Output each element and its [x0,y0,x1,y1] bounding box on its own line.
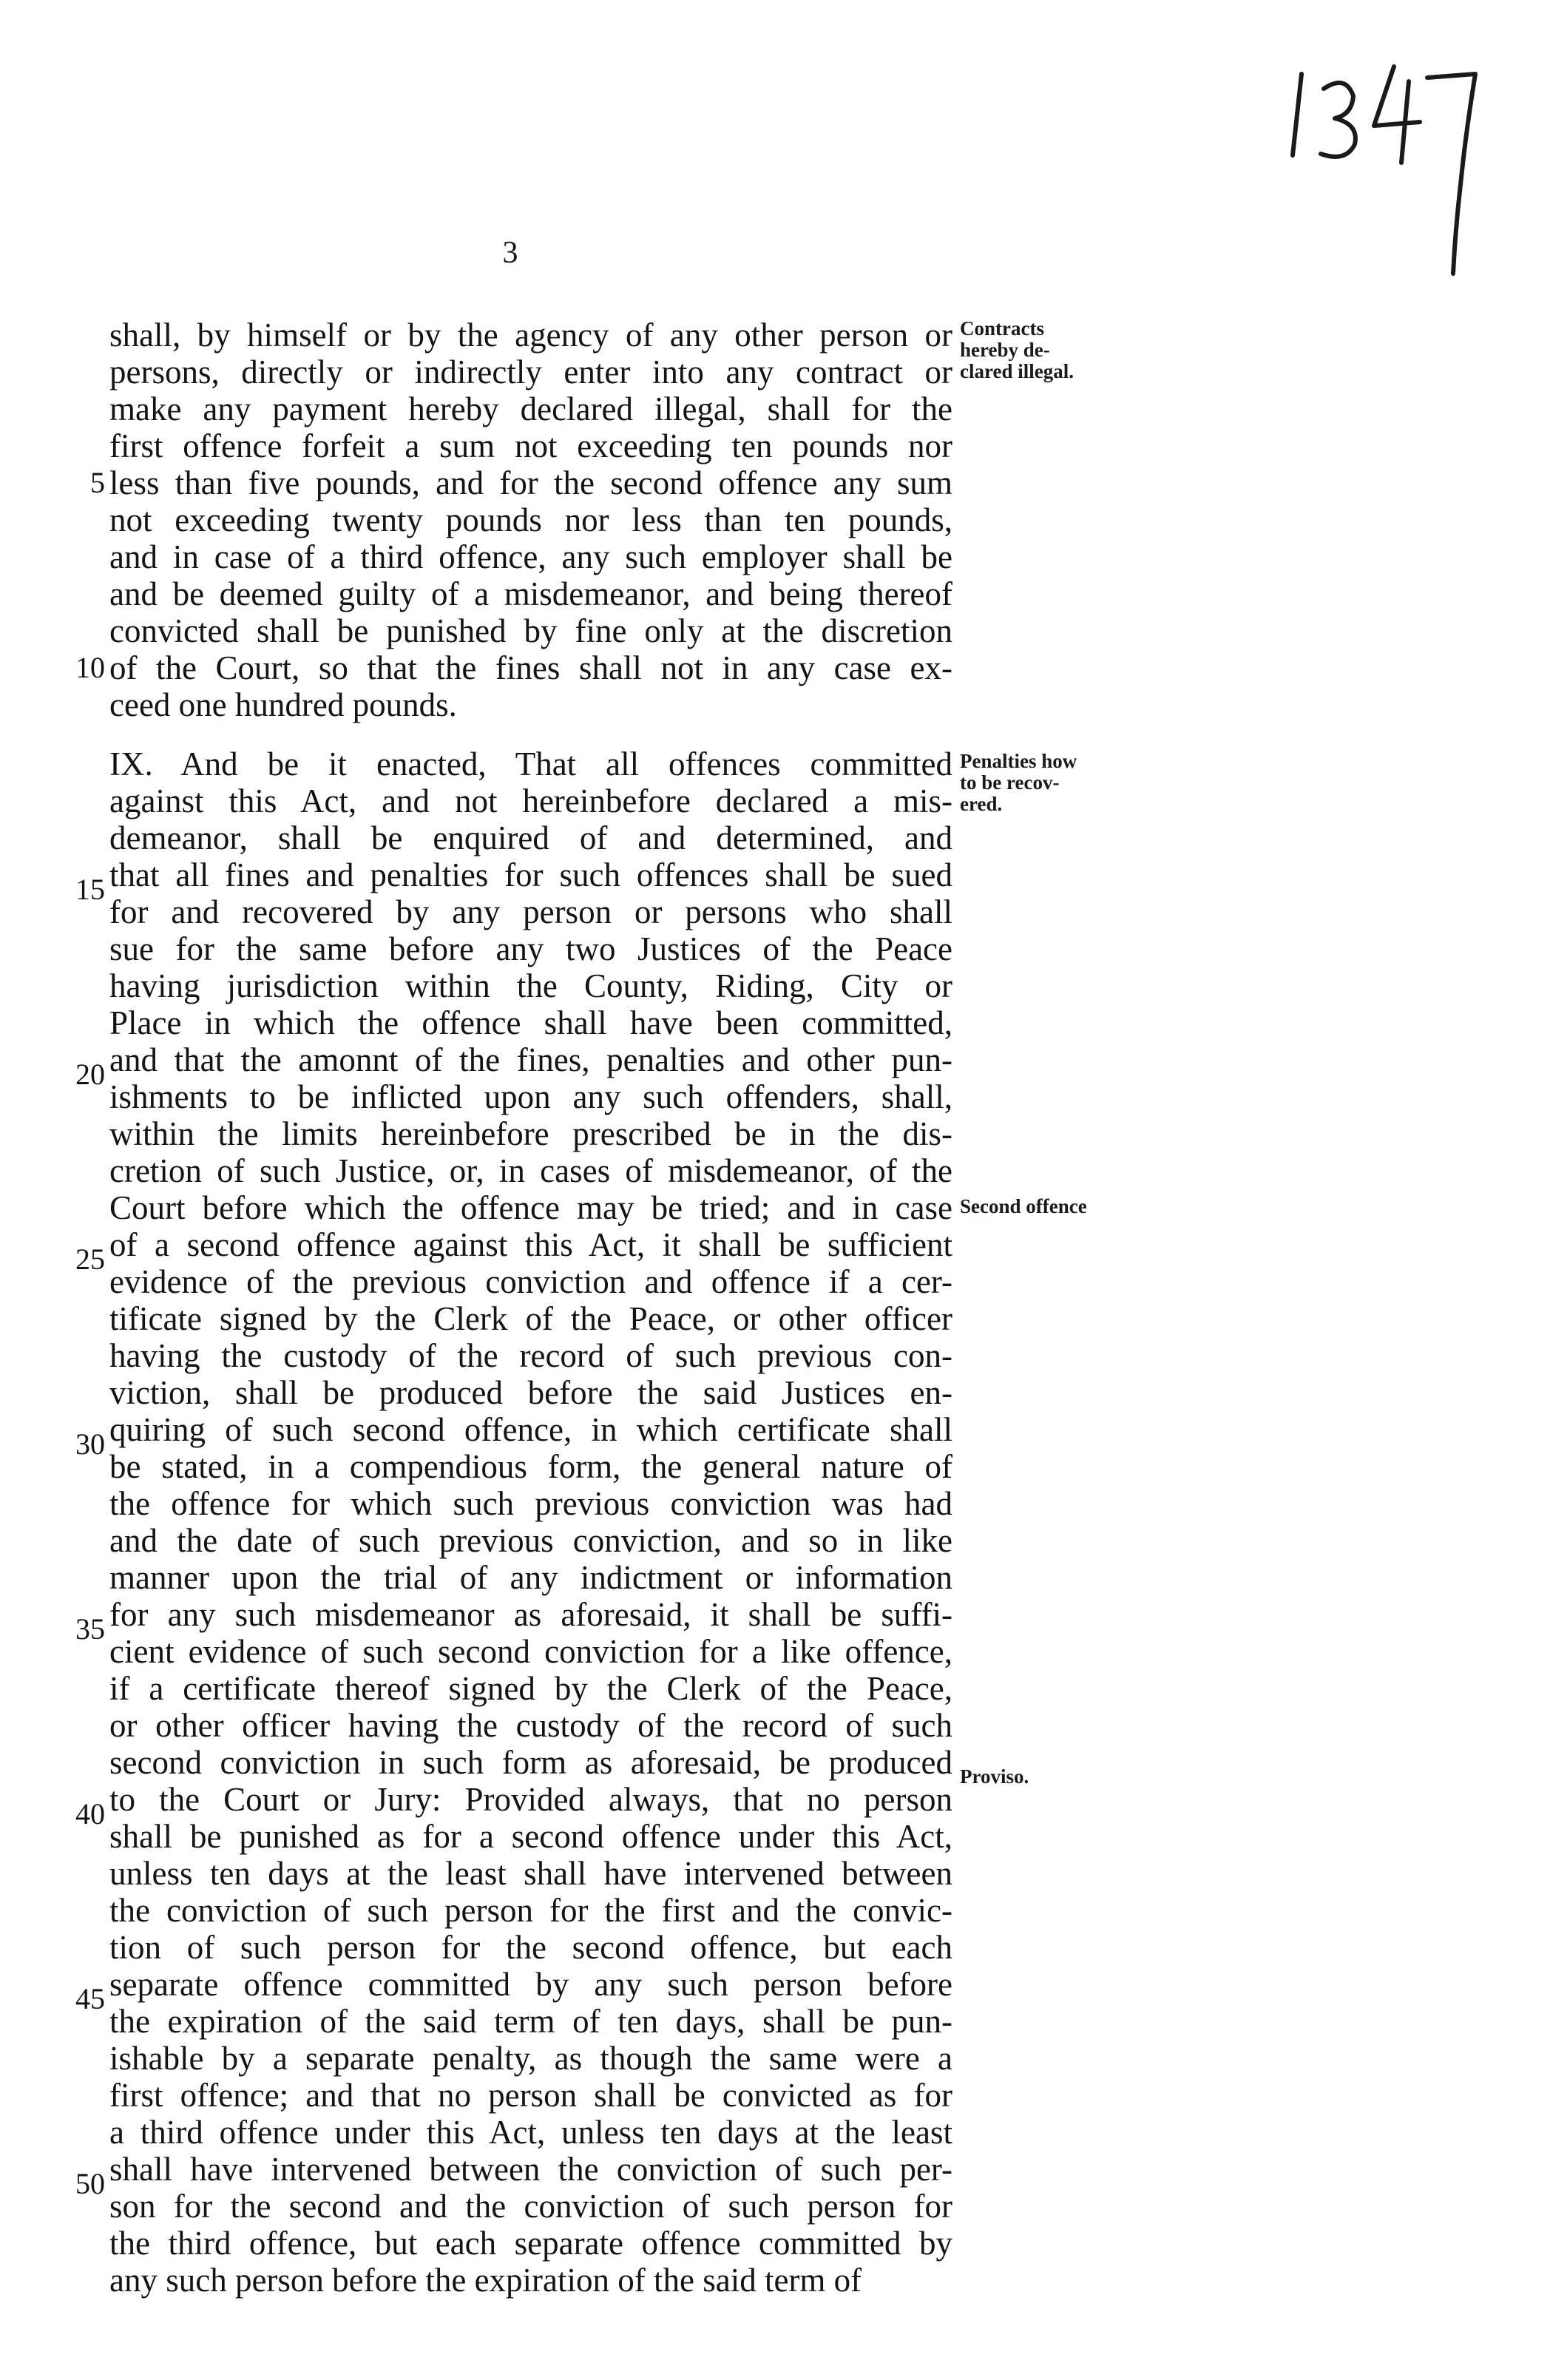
line-number: 35 [75,1612,105,1646]
page-number: 3 [502,236,518,270]
margin-note-line: hereby de- [960,339,1050,361]
line-number: 50 [75,2167,105,2200]
margin-note-line: to be recov- [960,771,1060,794]
text-line: or other officer having the custody of the record of such [109,1707,952,1744]
line-number: 15 [75,873,105,906]
text-line: having the custody of the record of such previous con- [109,1337,952,1374]
text-line: ceed one hundred pounds. [109,686,457,723]
text-line: manner upon the trial of any indictment or information [109,1559,952,1596]
text-line: and that the amonnt of the fines, penalties and other pun- [109,1041,952,1078]
text-line: quiring of such second offence, in which certificate shall [109,1411,952,1448]
margin-note-contracts [960,318,1182,382]
margin-note-line: ered. [960,793,1003,815]
text-line: within the limits hereinbefore prescribed be in the dis- [109,1115,952,1152]
line-number: 40 [75,1797,105,1830]
text-line: ishable by a separate penalty, as though the same were a [109,2040,952,2077]
text-line: Court before which the offence may be tried; and in case [109,1189,952,1226]
text-line: first offence; and that no person shall be convicted as for [109,2077,952,2114]
text-line: that all fines and penalties for such offences shall be sued [109,856,952,893]
text-line: less than five pounds, and for the second offence any sum [109,464,952,501]
text-line: and in case of a third offence, any such employer shall be [109,538,952,575]
text-line: for any such misdemeanor as aforesaid, it shall be suffi- [109,1596,952,1633]
text-line: be stated, in a compendious form, the general nature of [109,1448,952,1485]
line-number: 30 [75,1427,105,1461]
handwritten-1347-mark [1272,44,1494,288]
text-line: and be deemed guilty of a misdemeanor, and being thereof [109,575,952,612]
text-line: of the Court, so that the fines shall not in any case ex- [109,649,952,686]
margin-note-proviso [960,1766,1182,1788]
text-line: the third offence, but each separate offence committed by [109,2225,952,2262]
text-line: ishments to be inflicted upon any such offenders, shall, [109,1078,952,1115]
text-line: of a second offence against this Act, it shall be sufficient [109,1226,952,1263]
text-line: second conviction in such form as aforesaid, be produced [109,1744,952,1781]
text-line: shall have intervened between the conviction of such per- [109,2151,952,2188]
margin-note-line: clared illegal. [960,360,1074,382]
text-line: the offence for which such previous conviction was had [109,1485,952,1522]
margin-note-second-offence [960,1196,1182,1217]
text-line: any such person before the expiration of the said term of [109,2262,862,2299]
line-number: 45 [75,1982,105,2015]
margin-note-line: Contracts [960,317,1044,339]
text-line: not exceeding twenty pounds nor less than ten pounds, [109,501,952,538]
text-line: the expiration of the said term of ten days, shall be pun- [109,2003,952,2040]
text-line: IX. And be it enacted, That all offences committed [109,746,952,782]
text-line: cretion of such Justice, or, in cases of misdemeanor, of the [109,1152,952,1189]
text-line: the conviction of such person for the first and the convic- [109,1892,952,1929]
handwritten-page-number [1272,44,1494,288]
text-line: a third offence under this Act, unless ten days at the least [109,2114,952,2151]
text-line: persons, directly or indirectly enter into any contract or [109,354,952,391]
text-line: to the Court or Jury: Provided always, that no person [109,1781,952,1818]
text-line: first offence forfeit a sum not exceeding ten pounds nor [109,427,952,464]
text-line: shall be punished as for a second offence under this Act, [109,1818,952,1855]
line-number: 10 [75,651,105,684]
margin-note-line: Second offence [960,1195,1087,1217]
text-line: separate offence committed by any such person before [109,1966,952,2003]
text-line: Place in which the offence shall have been committed, [109,1004,952,1041]
text-line: having jurisdiction within the County, Riding, City or [109,967,952,1004]
text-line: make any payment hereby declared illegal, shall for the [109,391,952,427]
text-line: shall, by himself or by the agency of any other person or [109,317,952,354]
text-line: for and recovered by any person or persons who shall [109,893,952,930]
text-line: son for the second and the conviction of such person for [109,2188,952,2225]
text-line: against this Act, and not hereinbefore declared a mis- [109,782,952,819]
text-line: sue for the same before any two Justices of the Peace [109,930,952,967]
text-line: and the date of such previous conviction, and so in like [109,1522,952,1559]
text-line: viction, shall be produced before the said Justices en- [109,1374,952,1411]
text-line: tion of such person for the second offence, but each [109,1929,952,1966]
text-line: convicted shall be punished by fine only at the discretion [109,612,952,649]
margin-note-line: Penalties how [960,750,1077,772]
text-line: tificate signed by the Clerk of the Peace, or other officer [109,1300,952,1337]
margin-note-line: Proviso. [960,1765,1029,1788]
line-number: 5 [90,466,105,499]
text-line: cient evidence of such second conviction for a like offence, [109,1633,952,1670]
line-number: 20 [75,1058,105,1091]
text-line: unless ten days at the least shall have intervened between [109,1855,952,1892]
text-line: if a certificate thereof signed by the Clerk of the Peace, [109,1670,952,1707]
text-line: demeanor, shall be enquired of and determined, and [109,819,952,856]
line-number: 25 [75,1243,105,1276]
margin-note-penalties [960,751,1182,815]
text-line: evidence of the previous conviction and offence if a cer- [109,1263,952,1300]
